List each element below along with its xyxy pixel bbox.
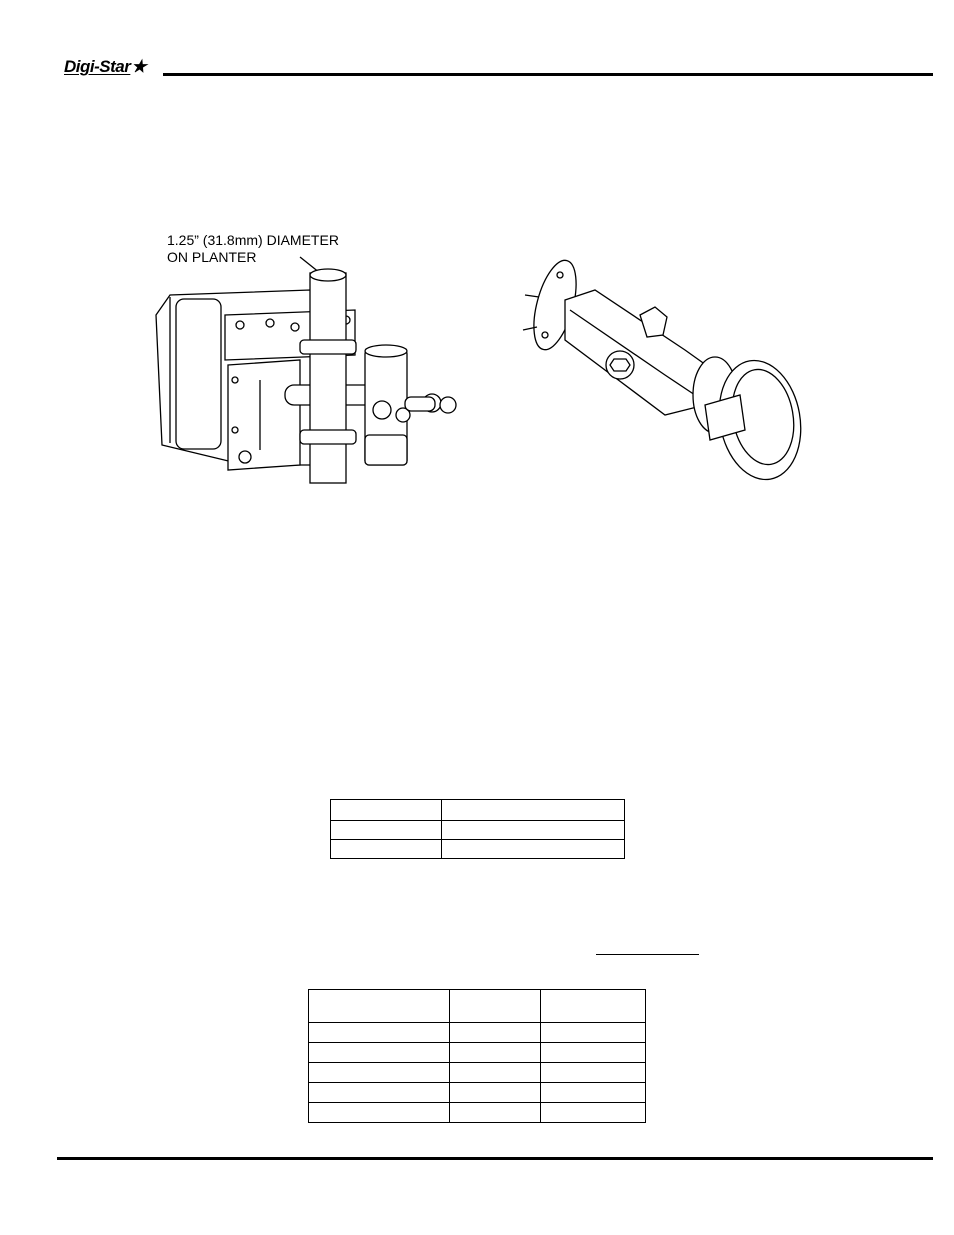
table-cell: [541, 1083, 646, 1103]
header-rule: [163, 73, 933, 76]
suction-cup-mount-illustration: [515, 255, 805, 485]
table-row: [331, 840, 625, 859]
underline-blank: [596, 954, 699, 955]
table-1: [330, 799, 625, 859]
table-cell: [450, 1083, 541, 1103]
table-cell: [450, 990, 541, 1023]
table-row: [331, 821, 625, 840]
table-cell: [331, 821, 442, 840]
table-cell: [450, 1023, 541, 1043]
table-row: [309, 1023, 646, 1043]
bracket-nut: [239, 451, 251, 463]
star-icon: ★: [131, 57, 147, 76]
table-cell: [309, 1043, 450, 1063]
tube-top: [310, 269, 346, 281]
table-cell: [309, 1083, 450, 1103]
footer-rule: [57, 1157, 933, 1160]
table-cell: [541, 990, 646, 1023]
table-row: [309, 1043, 646, 1063]
table-cell: [442, 800, 625, 821]
table-cell: [331, 800, 442, 821]
table-cell: [309, 1103, 450, 1123]
table-cell: [309, 1023, 450, 1043]
indicator-side: [176, 299, 221, 449]
caption-line-2: ON PLANTER: [167, 249, 257, 265]
bolt-head: [373, 401, 391, 419]
table-row: [309, 1063, 646, 1083]
table-cell: [442, 840, 625, 859]
table-2: [308, 989, 646, 1123]
digi-star-logo-icon: [64, 52, 146, 82]
bracket-plate: [228, 360, 300, 470]
planter-mount-illustration: [150, 255, 465, 485]
logo-text: Digi-Star: [64, 57, 131, 76]
table-cell: [541, 1103, 646, 1123]
clamp-upper: [300, 340, 356, 354]
table-row: [331, 800, 625, 821]
table-cell: [541, 1023, 646, 1043]
caption-line-1: 1.25” (31.8mm) DIAMETER: [167, 232, 339, 248]
table-row: [309, 1103, 646, 1123]
table-cell: [309, 990, 450, 1023]
table-row: [309, 990, 646, 1023]
table-cell: [331, 840, 442, 859]
table-cell: [442, 821, 625, 840]
table-cell: [450, 1103, 541, 1123]
stud: [525, 295, 539, 297]
table-row: [309, 1083, 646, 1103]
planter-tube: [310, 273, 346, 483]
table-cell: [309, 1063, 450, 1083]
table-cell: [541, 1043, 646, 1063]
clamp-lower: [300, 430, 356, 444]
table-cell: [541, 1063, 646, 1083]
table-cell: [450, 1043, 541, 1063]
table-cell: [450, 1063, 541, 1083]
